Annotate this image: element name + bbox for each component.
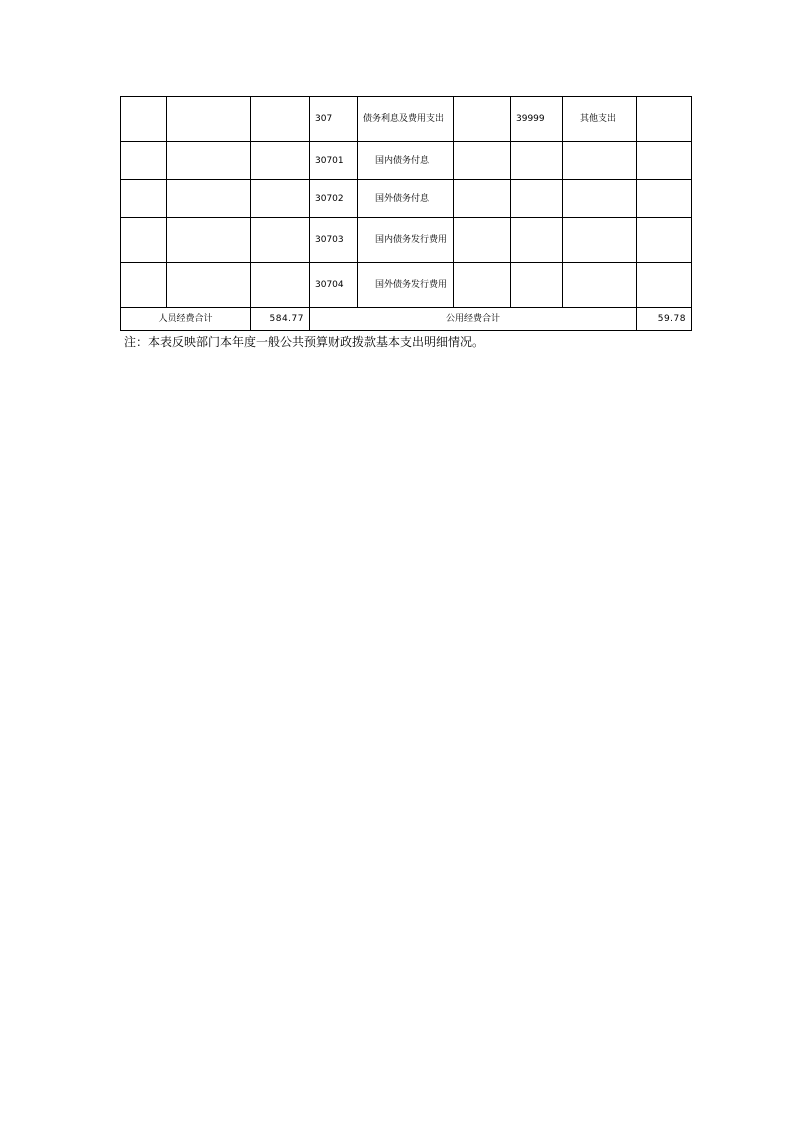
table-cell [511, 180, 563, 218]
econ-code-cell: 30704 [310, 263, 358, 308]
table-footnote: 注：本表反映部门本年度一般公共预算财政拨款基本支出明细情况。 [124, 335, 485, 349]
table-cell [121, 218, 167, 263]
table-cell [511, 263, 563, 308]
table-cell [121, 263, 167, 308]
table-cell [121, 180, 167, 218]
table-cell [167, 263, 251, 308]
table-cell [167, 97, 251, 142]
table-row [121, 97, 692, 142]
totals-row [121, 308, 692, 331]
table-cell [637, 263, 692, 308]
public-total-label: 公用经费合计 [310, 308, 637, 331]
table-cell [637, 218, 692, 263]
table-cell [563, 180, 637, 218]
econ-code-cell: 39999 [511, 97, 563, 142]
econ-code-cell: 30703 [310, 218, 358, 263]
table-cell [637, 180, 692, 218]
table-cell [121, 97, 167, 142]
econ-name-cell: 国外债务付息 [358, 180, 454, 218]
econ-code-cell: 307 [310, 97, 358, 142]
table-cell [454, 263, 511, 308]
public-total-value: 59.78 [637, 308, 692, 331]
table-cell [251, 218, 310, 263]
table-cell [454, 142, 511, 180]
table-cell [121, 142, 167, 180]
table-cell [563, 263, 637, 308]
table-cell [251, 263, 310, 308]
table-cell [251, 97, 310, 142]
table-row [121, 263, 692, 308]
table-cell [167, 142, 251, 180]
table-cell [167, 180, 251, 218]
table-cell [511, 218, 563, 263]
table-cell [637, 142, 692, 180]
table-cell [637, 97, 692, 142]
table-row [121, 180, 692, 218]
table-cell [511, 142, 563, 180]
personnel-total-label: 人员经费合计 [121, 308, 251, 331]
table-cell [563, 218, 637, 263]
table-cell [167, 218, 251, 263]
table-cell [454, 218, 511, 263]
econ-code-cell: 30702 [310, 180, 358, 218]
econ-code-cell: 30701 [310, 142, 358, 180]
table-cell [454, 97, 511, 142]
table-cell [563, 142, 637, 180]
econ-name-cell: 国内债务付息 [358, 142, 454, 180]
econ-name-cell: 国外债务发行费用 [358, 263, 454, 308]
table-cell [454, 180, 511, 218]
personnel-total-value: 584.77 [251, 308, 310, 331]
econ-name-cell: 债务利息及费用支出 [358, 97, 454, 142]
table-row [121, 142, 692, 180]
expense-detail-table [120, 96, 692, 331]
table-cell [251, 180, 310, 218]
econ-name-cell: 其他支出 [563, 97, 637, 142]
table-row [121, 218, 692, 263]
econ-name-cell: 国内债务发行费用 [358, 218, 454, 263]
table-cell [251, 142, 310, 180]
